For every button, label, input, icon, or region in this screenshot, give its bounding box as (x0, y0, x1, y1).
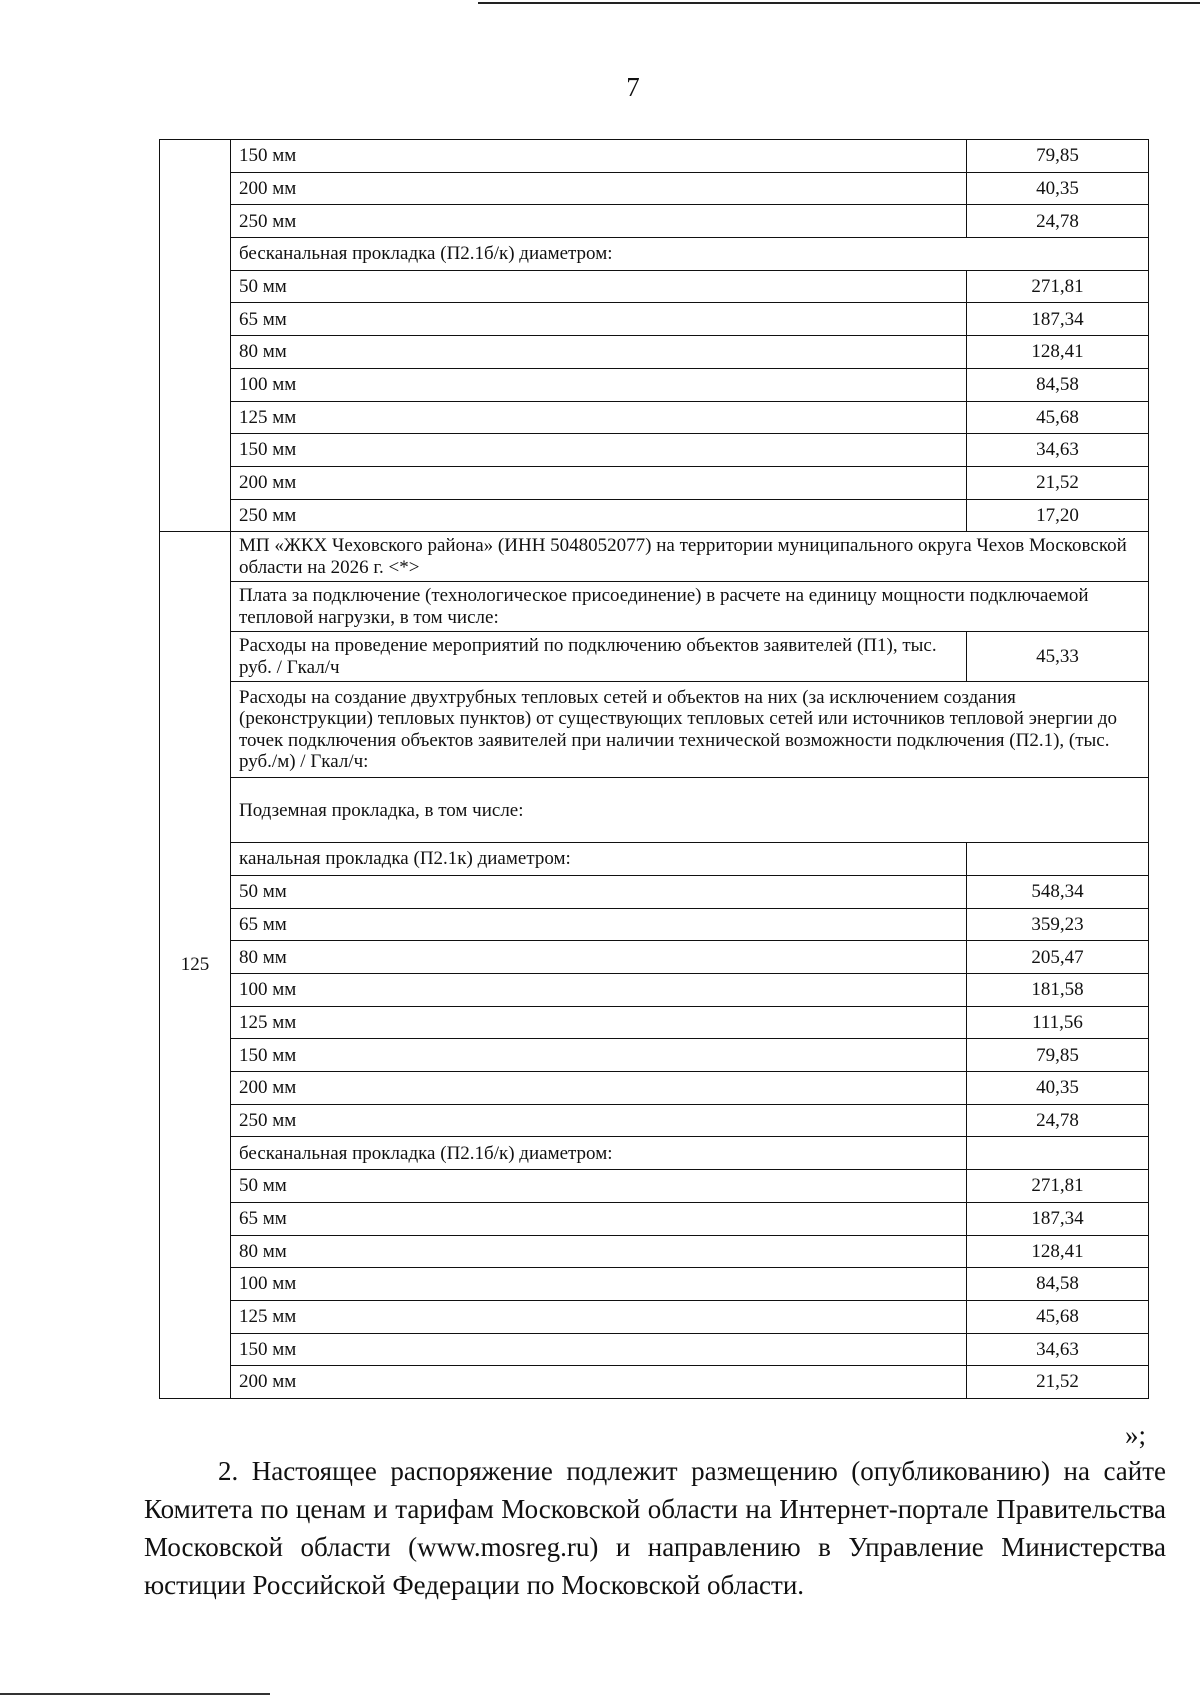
rate-value: 187,34 (967, 303, 1149, 336)
table-row (160, 843, 1149, 876)
diameter-label: 150 мм (231, 434, 967, 467)
diameter-label: 200 мм (231, 172, 967, 205)
diameter-label: 65 мм (231, 908, 967, 941)
rate-value: 24,78 (967, 1104, 1149, 1137)
table-row (160, 238, 1149, 271)
rate-value: 128,41 (967, 336, 1149, 369)
table-row (160, 140, 1149, 173)
diameter-label: 200 мм (231, 1072, 967, 1105)
diameter-label: 100 мм (231, 1268, 967, 1301)
diameter-label: 250 мм (231, 1104, 967, 1137)
diameter-label: 125 мм (231, 1006, 967, 1039)
diameter-label: 150 мм (231, 1039, 967, 1072)
scan-edge-line (478, 2, 1200, 4)
rate-value: 79,85 (967, 1039, 1149, 1072)
table-row (160, 270, 1149, 303)
diameter-label: 50 мм (231, 875, 967, 908)
rate-value: 205,47 (967, 941, 1149, 974)
rate-value: 79,85 (967, 140, 1149, 173)
diameter-label: 200 мм (231, 1366, 967, 1399)
empty-value (967, 843, 1149, 876)
table-row (160, 368, 1149, 401)
rate-value: 45,68 (967, 401, 1149, 434)
rate-value: 128,41 (967, 1235, 1149, 1268)
table-row (160, 1039, 1149, 1072)
rate-value: 84,58 (967, 1268, 1149, 1301)
table-row (160, 1170, 1149, 1203)
diameter-label: 80 мм (231, 336, 967, 369)
rate-value: 34,63 (967, 1333, 1149, 1366)
rate-value: 187,34 (967, 1202, 1149, 1235)
page-number: 7 (626, 72, 640, 102)
empty-value (967, 1137, 1149, 1170)
diameter-label: 150 мм (231, 140, 967, 173)
rate-value: 21,52 (967, 1366, 1149, 1399)
rate-value: 17,20 (967, 499, 1149, 532)
rate-value: 24,78 (967, 205, 1149, 238)
table-row (160, 172, 1149, 205)
diameter-label: 100 мм (231, 974, 967, 1007)
table-row (160, 303, 1149, 336)
diameter-label: 250 мм (231, 205, 967, 238)
rate-value: 359,23 (967, 908, 1149, 941)
table-row (160, 908, 1149, 941)
table-row (160, 1072, 1149, 1105)
table-row (160, 401, 1149, 434)
diameter-label: 80 мм (231, 1235, 967, 1268)
row-number-cell (160, 140, 231, 532)
rate-value: 181,58 (967, 974, 1149, 1007)
table-row (160, 336, 1149, 369)
table-row (160, 1202, 1149, 1235)
organization-title: МП «ЖКХ Чеховского района» (ИНН 5048052077) на территории муниципального округа Чехов Московской области на 2026 г. <*> (231, 532, 1149, 582)
diameter-label: 65 мм (231, 303, 967, 336)
table-row (160, 1235, 1149, 1268)
closing-quote: »; (1125, 1420, 1147, 1450)
diameter-label: 125 мм (231, 401, 967, 434)
table-row (160, 1104, 1149, 1137)
table-row (160, 1006, 1149, 1039)
rate-value: 548,34 (967, 875, 1149, 908)
fee-header: Плата за подключение (технологическое присоединение) в расчете на единицу мощности подключаемой тепловой нагрузки, в том числе: (231, 582, 1149, 632)
row-number-cell: 125 (160, 532, 231, 1399)
scan-edge-line-bottom (0, 1693, 270, 1695)
table-row (160, 1300, 1149, 1333)
table-row (160, 434, 1149, 467)
diameter-label: 50 мм (231, 1170, 967, 1203)
rate-value: 271,81 (967, 270, 1149, 303)
rate-value: 84,58 (967, 368, 1149, 401)
diameter-label: 100 мм (231, 368, 967, 401)
rate-value: 40,35 (967, 1072, 1149, 1105)
diameter-label: 80 мм (231, 941, 967, 974)
table-row (160, 582, 1149, 632)
section-header: бесканальная прокладка (П2.1б/к) диаметром: (231, 238, 1149, 271)
channel-header: канальная прокладка (П2.1к) диаметром: (231, 843, 967, 876)
table-row (160, 499, 1149, 532)
diameter-label: 65 мм (231, 1202, 967, 1235)
rate-value: 40,35 (967, 172, 1149, 205)
p1-label: Расходы на проведение мероприятий по подключению объектов заявителей (П1), тыс. руб. / Гкал/ч (231, 632, 967, 682)
table-row (160, 1366, 1149, 1399)
p1-value: 45,33 (967, 632, 1149, 682)
table-row (160, 466, 1149, 499)
rate-value: 21,52 (967, 466, 1149, 499)
table-row (160, 632, 1149, 682)
table-row (160, 1333, 1149, 1366)
diameter-label: 250 мм (231, 499, 967, 532)
rate-value: 271,81 (967, 1170, 1149, 1203)
paragraph-2: 2. Настоящее распоряжение подлежит размещению (опубликованию) на сайте Комитета по ценам и тарифам Московской области на Интернет-портале Правительства Московской области (www.mosreg.ru) и направлению в Управление Министерства юстиции Российской Федерации по Московской области. (144, 1456, 1166, 1600)
diameter-label: 125 мм (231, 1300, 967, 1333)
table-row (160, 682, 1149, 778)
diameter-label: 150 мм (231, 1333, 967, 1366)
table-row (160, 941, 1149, 974)
channelless-header: бесканальная прокладка (П2.1б/к) диаметром: (231, 1137, 967, 1170)
table-row (160, 1268, 1149, 1301)
table-row (160, 974, 1149, 1007)
tariff-table (159, 139, 1149, 1399)
underground-header: Подземная прокладка, в том числе: (231, 778, 1149, 843)
table-row (160, 778, 1149, 843)
table-row (160, 1137, 1149, 1170)
diameter-label: 200 мм (231, 466, 967, 499)
rate-value: 34,63 (967, 434, 1149, 467)
table-row (160, 532, 1149, 582)
table-row (160, 205, 1149, 238)
table-row (160, 875, 1149, 908)
rate-value: 45,68 (967, 1300, 1149, 1333)
diameter-label: 50 мм (231, 270, 967, 303)
rate-value: 111,56 (967, 1006, 1149, 1039)
p21-header: Расходы на создание двухтрубных тепловых сетей и объектов на них (за исключением создания (реконструкции) тепловых пунктов) от существующих тепловых сетей или источников тепловой энергии до точек подключения объектов заявителей при наличии технической возможности подключения (П2.1), (тыс. руб./м) / Гкал/ч: (231, 682, 1149, 778)
